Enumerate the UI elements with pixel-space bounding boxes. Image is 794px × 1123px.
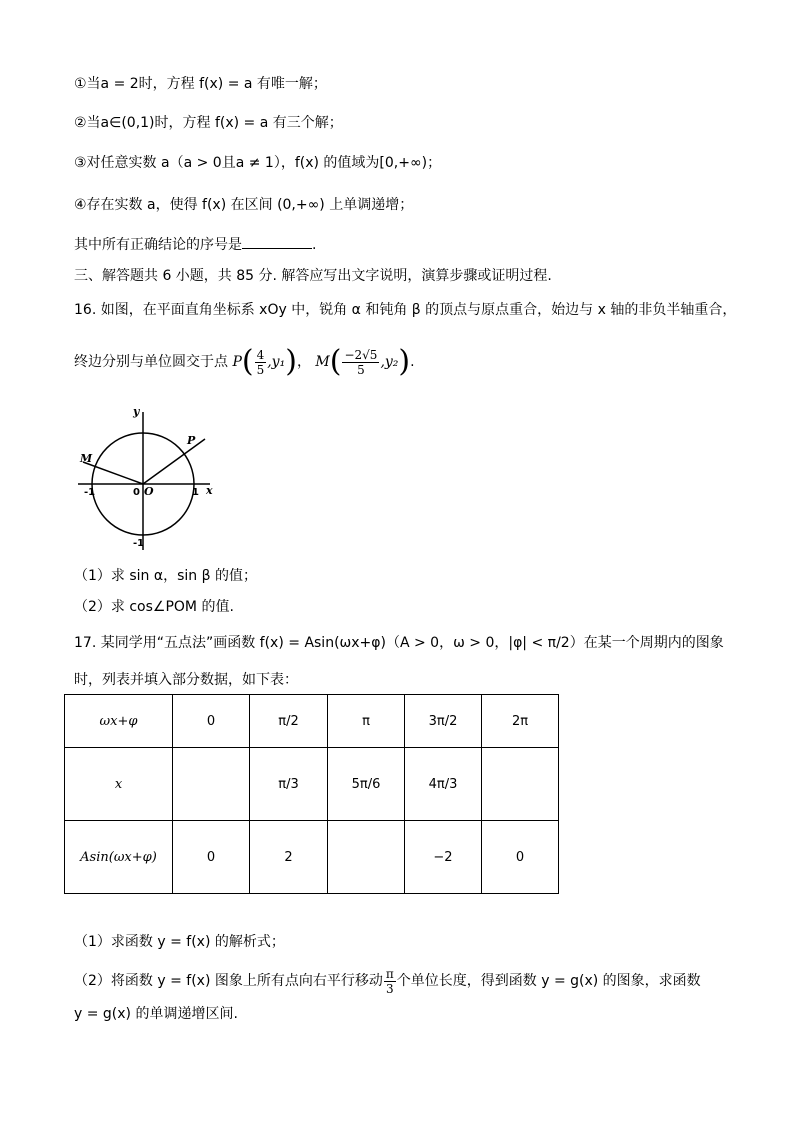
point-m-label: M <box>315 354 330 370</box>
statement-2: ②当a∈(0,1)时，方程 f(x) = a 有三个解； <box>74 115 343 131</box>
table-cell: 5π/6 <box>328 748 405 821</box>
pos-one-x-label: 1 <box>192 487 199 498</box>
table-cell: π/2 <box>250 695 328 748</box>
neg-one-y-label: -1 <box>133 538 145 549</box>
five-point-table <box>64 694 559 894</box>
y-axis-label: y <box>133 405 140 418</box>
table-row <box>65 695 559 748</box>
q17-sub1: （1）求函数 y = f(x) 的解析式； <box>74 934 285 950</box>
q17-sub2-prefix: （2）将函数 y = f(x) 图象上所有点向右平行移动 <box>74 973 383 989</box>
q16-sub2: （2）求 cos∠POM 的值. <box>74 599 234 615</box>
p-y: ,y₁ <box>267 354 286 370</box>
table-cell: π <box>328 695 405 748</box>
terminal-side-p <box>143 439 205 484</box>
answer-prompt <box>74 234 316 255</box>
answer-prompt-text: 其中所有正确结论的序号是 <box>74 237 242 253</box>
statement-1: ①当a = 2时，方程 f(x) = a 有唯一解； <box>74 76 327 92</box>
zero-label: 0 <box>133 487 140 498</box>
table-cell: 0 <box>482 821 559 894</box>
table-cell: x <box>65 748 173 821</box>
x-axis-label: x <box>206 484 213 497</box>
q16-text-line2: 终边分别与单位圆交于点 P( $\frac{4}{5}$ ,y₁)， M( $\frac{-2√5}{5}$ ,y₂). <box>74 344 415 379</box>
table-cell: ωx+φ <box>65 695 173 748</box>
table-cell <box>173 748 250 821</box>
answer-blank <box>242 234 312 249</box>
q17-text-line1: 17. 某同学用“五点法”画函数 f(x) = Asin(ωx+φ)（A > 0，ω > 0，|φ| < π/2）在某一个周期内的图象 <box>74 635 724 651</box>
table-cell: π/3 <box>250 748 328 821</box>
statement-3: ③对任意实数 a（a > 0且a ≠ 1），f(x) 的值域为[0,+∞)； <box>74 155 442 171</box>
table-cell: 2π <box>482 695 559 748</box>
m-x-fraction: $\frac{-2√5}{5}$ <box>344 347 378 377</box>
answer-prompt-end: . <box>312 237 317 253</box>
point-p-label: P <box>232 354 242 370</box>
q16-sub1: （1）求 sin α，sin β 的值； <box>74 568 257 584</box>
p-x-fraction: $\frac{4}{5}$ <box>256 347 265 377</box>
unit-circle-figure <box>70 400 230 555</box>
statement-4: ④存在实数 a，使得 f(x) 在区间 (0,+∞) 上单调递增； <box>74 197 414 213</box>
table-row <box>65 821 559 894</box>
table-cell <box>482 748 559 821</box>
q17-sub2 <box>74 964 701 998</box>
point-m-figure-label: M <box>80 452 93 465</box>
q16-text-prefix: 终边分别与单位圆交于点 <box>74 354 228 370</box>
table-cell: 3π/2 <box>405 695 482 748</box>
point-p-figure-label: P <box>187 434 196 447</box>
origin-label: O <box>144 485 154 498</box>
table-row <box>65 748 559 821</box>
table-cell: 2 <box>250 821 328 894</box>
q17-text-line2: 时，列表并填入部分数据，如下表： <box>74 672 298 688</box>
table-cell: 4π/3 <box>405 748 482 821</box>
q17-sub2-suffix: 个单位长度，得到函数 y = g(x) 的图象，求函数 <box>396 973 701 989</box>
m-y: ,y₂ <box>380 354 399 370</box>
shift-fraction: $\frac{\pi}{3}$ <box>385 966 394 996</box>
table-cell <box>328 821 405 894</box>
q17-sub2-line2: y = g(x) 的单调递增区间. <box>74 1006 238 1022</box>
section-heading: 三、解答题共 6 小题，共 85 分. 解答应写出文字说明，演算步骤或证明过程. <box>74 268 552 284</box>
table-cell: −2 <box>405 821 482 894</box>
table-cell: 0 <box>173 695 250 748</box>
table-cell: Asin(ωx+φ) <box>65 821 173 894</box>
neg-one-x-label: -1 <box>84 487 96 498</box>
q16-text-line1: 16. 如图，在平面直角坐标系 xOy 中，锐角 α 和钝角 β 的顶点与原点重合，始边与 x 轴的非负半轴重合， <box>74 302 737 318</box>
table-cell: 0 <box>173 821 250 894</box>
